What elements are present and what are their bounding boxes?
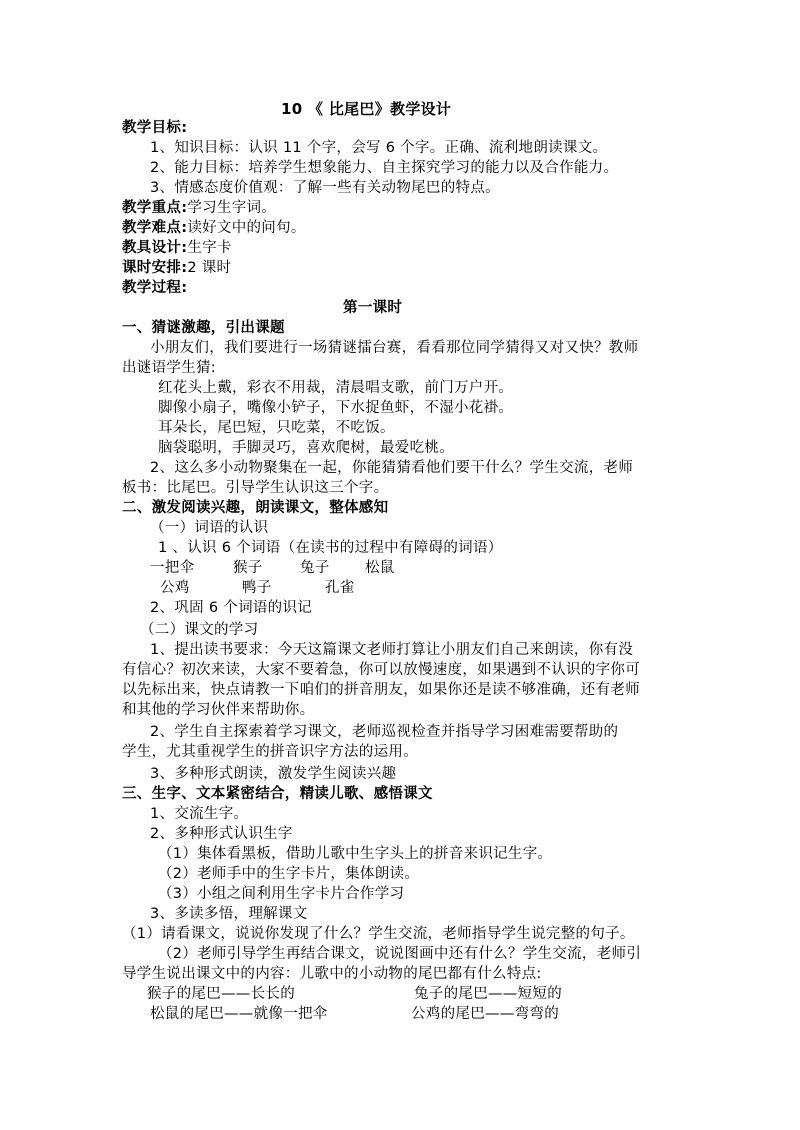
section3-subitem: （2）老师引导学生再结合课文，说说图画中还有什么？学生交流，老师引 (158, 946, 642, 962)
section2-heading: 二、激发阅读兴趣，朗读课文，整体感知 (122, 500, 389, 516)
section1-para-line: 出谜语学生猜: (122, 360, 216, 376)
word-item: 公鸡 (160, 580, 190, 596)
section1-heading: 一、猜谜激趣，引出课题 (122, 320, 285, 336)
hours-text: 2 课时 (187, 260, 232, 276)
objective-ability: 2、能力目标：培养学生想象能力、自主探究学习的能力以及合作能力。 (150, 160, 619, 176)
section2-para-line: 3、多种形式朗读，激发学生阅读兴趣 (150, 766, 397, 782)
section1-para-line: 2、这么多小动物聚集在一起，你能猜猜看他们要干什么？学生交流，老师 (150, 460, 634, 476)
section3-subitem: （2）老师手中的生字卡片，集体朗读。 (158, 866, 420, 882)
riddle-monkey: 脑袋聪明，手脚灵巧，喜欢爬树，最爱吃桃。 (158, 440, 454, 456)
section3-subitem: （1）集体看黑板，借助儿歌中生字头上的拼音来识记生字。 (158, 846, 553, 862)
word-item: 兔子 (300, 560, 330, 576)
objective-knowledge: 1、知识目标：认识 11 个字，会写 6 个字。正确、流利地朗读课文。 (150, 140, 608, 156)
objectives-heading: 教学目标: (122, 120, 188, 136)
section3-subitem: （3）小组之间利用生字卡片合作学习 (158, 886, 405, 902)
lesson1-heading: 第一课时 (343, 300, 403, 316)
tools-label: 教具设计: (122, 240, 188, 256)
class-hours (122, 258, 231, 278)
objective-emotion: 3、情感态度价值观：了解一些有关动物尾巴的特点。 (150, 180, 500, 196)
vocab-item: 2、巩固 6 个词语的识记 (150, 600, 313, 616)
focus-label: 教学重点: (122, 200, 188, 216)
tools-text: 生字卡 (187, 240, 232, 256)
section1-para-line: 板书：比尾巴。引导学生认识这三个字。 (122, 480, 389, 496)
tail-rabbit: 兔子的尾巴——短短的 (414, 986, 562, 1002)
section2-para-line: 1、提出读书要求：今天这篇课文老师打算让小朋友们自己来朗读，你有没 (150, 642, 634, 658)
teaching-difficulty (122, 218, 306, 238)
difficulty-label: 教学难点: (122, 220, 188, 236)
vocab-item: 1 、认识 6 个词语（在读书的过程中有障碍的词语） (158, 540, 503, 556)
process-heading: 教学过程: (122, 280, 188, 296)
tail-monkey: 猴子的尾巴——长长的 (147, 986, 295, 1002)
word-item: 一把伞 (150, 560, 195, 576)
section2-para-line: 有信心？初次来读，大家不要着急，你可以放慢速度，如果遇到不认识的字你可 (122, 662, 640, 678)
teaching-tools (122, 238, 232, 258)
section3-subitem: 导学生说出课文中的内容：儿歌中的小动物的尾巴都有什么特点: (122, 966, 542, 982)
section2-para-line: 学生，尤其重视学生的拼音识字方法的运用。 (122, 744, 418, 760)
difficulty-text: 读好文中的问句。 (187, 220, 306, 236)
section3-item: 2、多种形式认识生字 (150, 826, 293, 842)
section3-heading: 三、生字、文本紧密结合，精读儿歌、感悟课文 (122, 786, 433, 802)
section2-subheading: （二）课文的学习 (140, 622, 259, 638)
focus-text: 学习生字词。 (187, 200, 277, 216)
section3-item: 3、多读多悟，理解课文 (150, 906, 308, 922)
riddle-rabbit: 耳朵长，尾巴短，只吃菜，不吃饭。 (158, 420, 395, 436)
word-item: 鸭子 (242, 580, 272, 596)
section3-subitem: （1）请看课文，说说你发现了什么？学生交流，老师指导学生说完整的句子。 (122, 926, 635, 942)
tail-rooster: 公鸡的尾巴——弯弯的 (411, 1006, 559, 1022)
teaching-focus (122, 198, 276, 218)
section3-item: 1、交流生字。 (150, 806, 249, 822)
document-title: 10 《 比尾巴》教学设计 (281, 100, 452, 118)
section2-para-line: 2、学生自主探索着学习课文，老师巡视检查并指导学习困难需要帮助的 (150, 724, 619, 740)
section2-para-line: 和其他的学习伙伴来帮助你。 (122, 702, 315, 718)
section2-para-line: 以先标出来，快点请教一下咱们的拼音朋友，如果你还是读不够准确，还有老师 (122, 682, 640, 698)
word-item: 松鼠 (365, 560, 395, 576)
word-item: 猴子 (233, 560, 263, 576)
section1-para-line: 小朋友们，我们要进行一场猜谜擂台赛，看看那位同学猜得又对又快？教师 (150, 340, 639, 356)
word-item: 孔雀 (325, 580, 355, 596)
tail-squirrel: 松鼠的尾巴——就像一把伞 (150, 1006, 328, 1022)
section2-subheading: （一）词语的认识 (150, 520, 269, 536)
hours-label: 课时安排: (122, 260, 188, 276)
riddle-duck: 脚像小扇子，嘴像小铲子，下水捉鱼虾，不湿小花褂。 (158, 400, 514, 416)
riddle-rooster: 红花头上戴，彩衣不用裁，清晨唱支歌，前门万户开。 (158, 380, 514, 396)
